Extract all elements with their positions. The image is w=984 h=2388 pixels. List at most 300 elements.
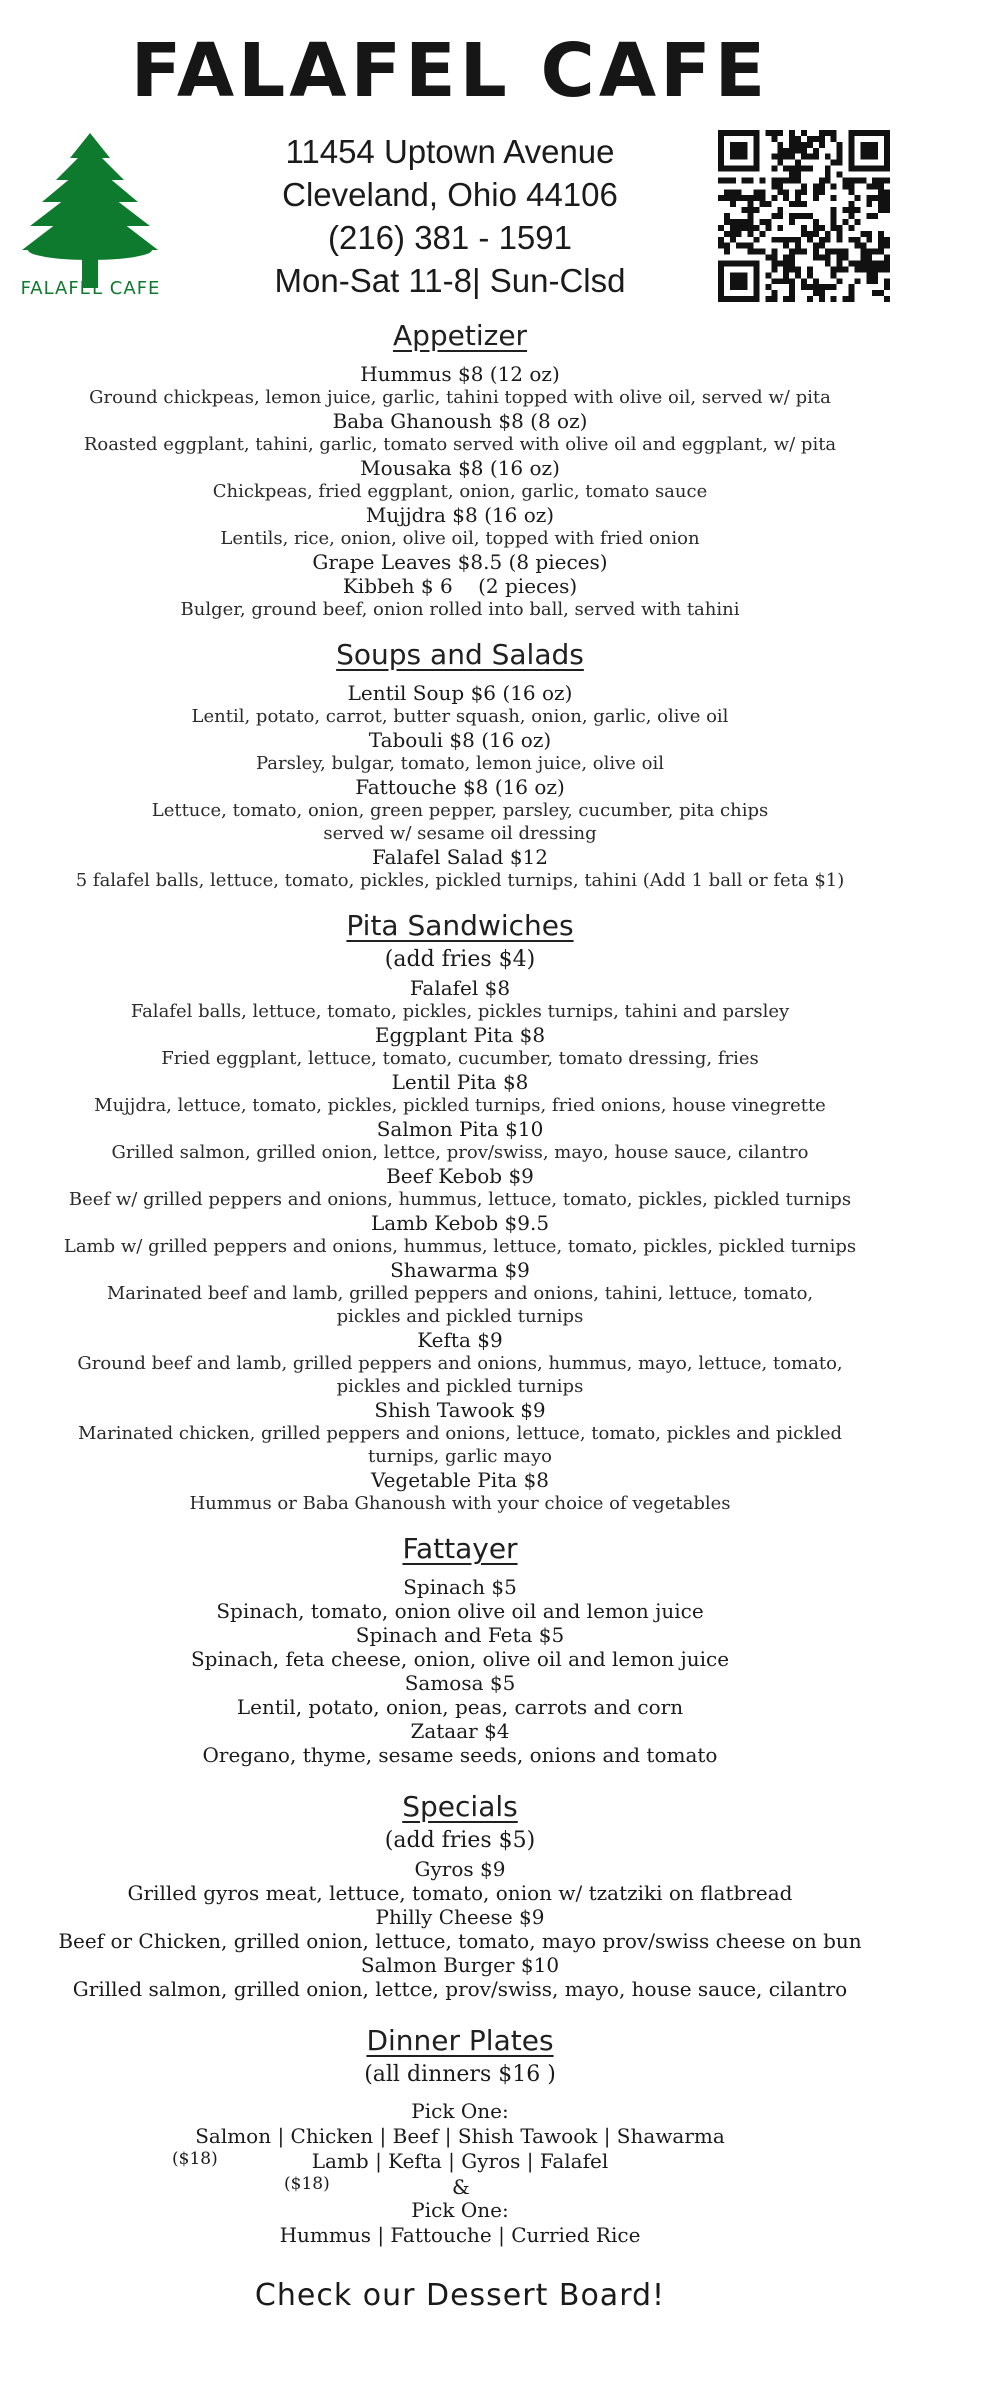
qr-module xyxy=(878,166,884,172)
menu-item-name: Shish Tawook $9 xyxy=(374,1398,546,1422)
menu-item-description: Hummus or Baba Ghanoush with your choice of vegetables xyxy=(189,1493,731,1514)
qr-module xyxy=(884,154,890,160)
qr-module xyxy=(730,154,736,160)
qr-module xyxy=(748,201,754,207)
qr-module xyxy=(771,154,777,160)
qr-module xyxy=(754,130,760,136)
qr-module xyxy=(837,278,843,284)
qr-module xyxy=(742,142,748,148)
qr-module xyxy=(860,266,866,272)
qr-module xyxy=(866,195,872,201)
qr-module xyxy=(789,266,795,272)
qr-module xyxy=(831,183,837,189)
section-note: (all dinners $16 ) xyxy=(364,2062,556,2087)
qr-module xyxy=(771,195,777,201)
qr-module xyxy=(724,130,730,136)
qr-module xyxy=(813,219,819,225)
qr-module xyxy=(748,130,754,136)
qr-module xyxy=(848,177,854,183)
qr-module xyxy=(825,237,831,243)
qr-module xyxy=(884,160,890,166)
qr-module xyxy=(789,148,795,154)
qr-module xyxy=(760,189,766,195)
qr-module xyxy=(724,296,730,302)
qr-module xyxy=(754,284,760,290)
qr-module xyxy=(813,183,819,189)
qr-module xyxy=(866,142,872,148)
qr-module xyxy=(801,154,807,160)
qr-module xyxy=(789,237,795,243)
qr-module xyxy=(730,189,736,195)
qr-module xyxy=(754,195,760,201)
qr-module xyxy=(765,201,771,207)
qr-module xyxy=(783,154,789,160)
qr-module xyxy=(765,130,771,136)
qr-module xyxy=(730,225,736,231)
qr-module xyxy=(866,231,872,237)
qr-module xyxy=(801,130,807,136)
qr-module xyxy=(730,201,736,207)
qr-module xyxy=(807,266,813,272)
qr-module xyxy=(848,296,854,302)
qr-module xyxy=(854,130,860,136)
menu-item-name: Falafel Salad $12 xyxy=(371,845,549,869)
qr-module xyxy=(777,160,783,166)
qr-module xyxy=(866,260,872,266)
qr-module xyxy=(884,166,890,172)
menu-item-description: Mujjdra, lettuce, tomato, pickles, pickled turnips, fried onions, house vinegrette xyxy=(94,1095,826,1116)
qr-module xyxy=(771,296,777,302)
qr-module xyxy=(848,136,854,142)
qr-module xyxy=(730,231,736,237)
qr-module xyxy=(848,207,854,213)
qr-module xyxy=(783,189,789,195)
menu-item-name: Gyros $9 xyxy=(414,1857,506,1881)
menu-item-description: turnips, garlic mayo xyxy=(368,1446,552,1467)
qr-module xyxy=(730,284,736,290)
qr-code-icon[interactable] xyxy=(718,130,890,302)
qr-module xyxy=(771,266,777,272)
qr-module xyxy=(789,142,795,148)
qr-module xyxy=(718,130,724,136)
qr-module xyxy=(872,195,878,201)
qr-module xyxy=(736,278,742,284)
qr-module xyxy=(860,249,866,255)
qr-module xyxy=(807,166,813,172)
menu-item-name: Lentil Soup $6 (16 oz) xyxy=(347,681,573,705)
menu-item-name: Tabouli $8 (16 oz) xyxy=(368,728,552,752)
phone-number: (216) 381 - 1591 xyxy=(327,219,572,256)
qr-module xyxy=(831,136,837,142)
dessert-board-note: Check our Dessert Board! xyxy=(254,2278,666,2313)
qr-module xyxy=(754,272,760,278)
qr-module xyxy=(789,154,795,160)
qr-module xyxy=(718,148,724,154)
qr-module xyxy=(777,130,783,136)
qr-module xyxy=(878,249,884,255)
qr-module xyxy=(848,189,854,195)
qr-module xyxy=(819,177,825,183)
qr-module xyxy=(801,284,807,290)
qr-module xyxy=(837,255,843,261)
qr-module xyxy=(854,166,860,172)
side-options-row: Hummus | Fattouche | Curried Rice xyxy=(279,2223,641,2247)
menu-item-name: Lentil Pita $8 xyxy=(391,1070,529,1094)
qr-module xyxy=(825,130,831,136)
qr-module xyxy=(736,231,742,237)
qr-module xyxy=(736,260,742,266)
qr-module xyxy=(754,225,760,231)
menu-item-description: Bulger, ground beef, onion rolled into ball, served with tahini xyxy=(180,599,740,620)
qr-module xyxy=(795,172,801,178)
qr-module xyxy=(884,189,890,195)
qr-module xyxy=(730,219,736,225)
qr-module xyxy=(777,207,783,213)
qr-module xyxy=(783,296,789,302)
qr-module xyxy=(872,213,878,219)
lamb-price-row xyxy=(0,2174,920,2198)
qr-module xyxy=(771,290,777,296)
qr-module xyxy=(724,260,730,266)
qr-module xyxy=(831,225,837,231)
qr-module xyxy=(848,290,854,296)
qr-module xyxy=(777,148,783,154)
qr-module xyxy=(872,177,878,183)
qr-module xyxy=(724,213,730,219)
qr-module xyxy=(831,195,837,201)
menu-item-description: pickles and pickled turnips xyxy=(336,1306,584,1327)
contact-block xyxy=(230,130,670,302)
qr-module xyxy=(777,154,783,160)
qr-module xyxy=(878,231,884,237)
qr-module xyxy=(724,177,730,183)
qr-module xyxy=(878,183,884,189)
qr-module xyxy=(843,255,849,261)
menu-item-name: Shawarma $9 xyxy=(390,1258,530,1282)
menu-item-name: Kibbeh $ 6 (2 pieces) xyxy=(342,574,578,598)
qr-module xyxy=(777,213,783,219)
menu-item-description: Lentil, potato, carrot, butter squash, onion, garlic, olive oil xyxy=(191,706,729,727)
menu-item-name: Grape Leaves $8.5 (8 pieces) xyxy=(312,550,608,574)
qr-module xyxy=(843,266,849,272)
qr-module xyxy=(771,177,777,183)
qr-module xyxy=(789,136,795,142)
qr-module xyxy=(807,231,813,237)
menu-item-description: Oregano, thyme, sesame seeds, onions and tomato xyxy=(202,1743,718,1767)
qr-module xyxy=(878,130,884,136)
qr-module xyxy=(872,266,878,272)
qr-module xyxy=(789,296,795,302)
qr-module xyxy=(748,231,754,237)
qr-module xyxy=(819,136,825,142)
qr-module xyxy=(724,249,730,255)
qr-module xyxy=(718,160,724,166)
menu-item-description: Ground beef and lamb, grilled peppers and onions, hummus, mayo, lettuce, tomato, xyxy=(77,1353,843,1374)
qr-module xyxy=(789,213,795,219)
qr-module xyxy=(771,278,777,284)
qr-module xyxy=(783,177,789,183)
qr-module xyxy=(837,260,843,266)
qr-module xyxy=(878,243,884,249)
qr-module xyxy=(872,249,878,255)
qr-module xyxy=(843,219,849,225)
qr-module xyxy=(789,130,795,136)
qr-module xyxy=(878,195,884,201)
qr-module xyxy=(872,142,878,148)
section-title-soups-salads: Soups and Salads xyxy=(336,638,584,671)
qr-module xyxy=(783,278,789,284)
qr-module xyxy=(789,201,795,207)
address-line-2: Cleveland, Ohio 44106 xyxy=(282,176,618,213)
qr-module xyxy=(795,142,801,148)
qr-module xyxy=(754,136,760,142)
menu-item-name: Mousaka $8 (16 oz) xyxy=(360,456,560,480)
qr-module xyxy=(831,266,837,272)
qr-module xyxy=(748,225,754,231)
qr-module xyxy=(884,243,890,249)
qr-module xyxy=(866,154,872,160)
qr-module xyxy=(736,154,742,160)
qr-module xyxy=(837,237,843,243)
qr-module xyxy=(718,284,724,290)
qr-module xyxy=(866,148,872,154)
qr-module xyxy=(718,177,724,183)
qr-module xyxy=(789,166,795,172)
qr-module xyxy=(878,260,884,266)
qr-module xyxy=(854,278,860,284)
section-title-appetizer: Appetizer xyxy=(392,319,528,352)
qr-module xyxy=(760,201,766,207)
menu-item-description: pickles and pickled turnips xyxy=(336,1376,584,1397)
qr-module xyxy=(837,160,843,166)
qr-module xyxy=(795,189,801,195)
qr-module xyxy=(831,296,837,302)
qr-module xyxy=(754,278,760,284)
qr-module xyxy=(813,290,819,296)
qr-module xyxy=(825,255,831,261)
menu-item-name: Salmon Pita $10 xyxy=(376,1117,544,1141)
qr-module xyxy=(754,296,760,302)
qr-module xyxy=(760,195,766,201)
qr-module xyxy=(795,201,801,207)
qr-module xyxy=(801,231,807,237)
qr-module xyxy=(884,201,890,207)
qr-module xyxy=(795,243,801,249)
menu-item-name: Fattouche $8 (16 oz) xyxy=(355,775,565,799)
qr-module xyxy=(724,195,730,201)
qr-module xyxy=(848,166,854,172)
qr-module xyxy=(825,231,831,237)
qr-module xyxy=(837,148,843,154)
protein-options-row-2: Lamb | Kefta | Gyros | Falafel xyxy=(311,2149,609,2173)
qr-module xyxy=(789,290,795,296)
qr-module xyxy=(754,154,760,160)
menu-item-description: Fried eggplant, lettuce, tomato, cucumber, tomato dressing, fries xyxy=(161,1048,759,1069)
qr-module xyxy=(860,231,866,237)
menu-item-name: Beef Kebob $9 xyxy=(386,1164,534,1188)
qr-module xyxy=(730,296,736,302)
qr-module xyxy=(795,213,801,219)
qr-module xyxy=(866,266,872,272)
qr-module xyxy=(843,207,849,213)
menu-item-description: Falafel balls, lettuce, tomato, pickles, pickles turnips, tahini and parsley xyxy=(130,1001,790,1022)
qr-module xyxy=(878,207,884,213)
ampersand: & xyxy=(452,2175,470,2199)
qr-module xyxy=(754,148,760,154)
menu-item-name: Mujjdra $8 (16 oz) xyxy=(365,503,555,527)
address-line-1: 11454 Uptown Avenue xyxy=(285,133,615,170)
qr-module xyxy=(801,183,807,189)
menu-item-name: Lamb Kebob $9.5 xyxy=(370,1211,550,1235)
logo-caption: FALAFEL CAFE xyxy=(20,278,161,299)
qr-module xyxy=(819,290,825,296)
qr-module xyxy=(843,183,849,189)
salmon-price: ($18) xyxy=(172,2149,218,2169)
menu-item-name: Spinach $5 xyxy=(403,1575,517,1599)
qr-module xyxy=(854,260,860,266)
qr-module xyxy=(777,260,783,266)
qr-module xyxy=(884,284,890,290)
menu-item-description: Spinach, tomato, onion olive oil and lemon juice xyxy=(216,1599,704,1623)
qr-module xyxy=(748,260,754,266)
qr-module xyxy=(795,195,801,201)
qr-module xyxy=(801,142,807,148)
menu-item-name: Kefta $9 xyxy=(417,1328,503,1352)
qr-module xyxy=(843,296,849,302)
qr-module xyxy=(819,237,825,243)
qr-module xyxy=(866,278,872,284)
qr-module xyxy=(718,278,724,284)
qr-module xyxy=(736,243,742,249)
qr-module xyxy=(825,284,831,290)
qr-module xyxy=(730,195,736,201)
qr-module xyxy=(831,213,837,219)
qr-module xyxy=(878,266,884,272)
menu-item-description: served w/ sesame oil dressing xyxy=(323,823,597,844)
qr-module xyxy=(866,213,872,219)
qr-module xyxy=(848,284,854,290)
qr-module xyxy=(748,296,754,302)
qr-module xyxy=(754,207,760,213)
qr-module xyxy=(884,278,890,284)
qr-module xyxy=(872,290,878,296)
qr-module xyxy=(736,219,742,225)
qr-module xyxy=(795,160,801,166)
qr-module xyxy=(736,142,742,148)
qr-module xyxy=(718,195,724,201)
qr-module xyxy=(718,296,724,302)
qr-module xyxy=(771,249,777,255)
qr-module xyxy=(837,266,843,272)
qr-module xyxy=(748,207,754,213)
qr-module xyxy=(777,183,783,189)
qr-module xyxy=(843,177,849,183)
menu-item-description: Spinach, feta cheese, onion, olive oil and lemon juice xyxy=(190,1647,730,1671)
qr-module xyxy=(819,189,825,195)
qr-module xyxy=(754,160,760,166)
qr-module xyxy=(801,225,807,231)
qr-module xyxy=(795,237,801,243)
qr-module xyxy=(854,195,860,201)
qr-module xyxy=(807,237,813,243)
qr-module xyxy=(854,207,860,213)
qr-module xyxy=(866,255,872,261)
qr-module xyxy=(813,195,819,201)
menu-item-description: Lamb w/ grilled peppers and onions, hummus, lettuce, tomato, pickles, pickled turnips xyxy=(63,1236,857,1257)
qr-module xyxy=(736,284,742,290)
qr-module xyxy=(754,189,760,195)
qr-module xyxy=(760,249,766,255)
qr-module xyxy=(724,243,730,249)
qr-module xyxy=(736,225,742,231)
qr-module xyxy=(795,166,801,172)
qr-module xyxy=(860,177,866,183)
qr-module xyxy=(884,142,890,148)
menu-item-description: Grilled salmon, grilled onion, lettce, prov/swiss, mayo, house sauce, cilantro xyxy=(72,1977,848,2001)
menu-item-description: Chickpeas, fried eggplant, onion, garlic, tomato sauce xyxy=(212,481,708,502)
qr-module xyxy=(872,183,878,189)
qr-module xyxy=(884,130,890,136)
qr-module xyxy=(819,130,825,136)
qr-module xyxy=(837,154,843,160)
qr-module xyxy=(742,148,748,154)
qr-module xyxy=(795,272,801,278)
qr-module xyxy=(783,237,789,243)
qr-module xyxy=(736,166,742,172)
qr-module xyxy=(872,260,878,266)
section-note: (add fries $5) xyxy=(384,1828,536,1853)
qr-module xyxy=(760,219,766,225)
qr-module xyxy=(724,166,730,172)
qr-module xyxy=(801,166,807,172)
qr-module xyxy=(795,136,801,142)
qr-module xyxy=(854,243,860,249)
qr-module xyxy=(819,296,825,302)
qr-module xyxy=(825,154,831,160)
qr-module xyxy=(783,260,789,266)
qr-module xyxy=(854,266,860,272)
qr-module xyxy=(789,260,795,266)
qr-module xyxy=(771,183,777,189)
qr-module xyxy=(789,255,795,261)
qr-module xyxy=(866,183,872,189)
qr-module xyxy=(819,225,825,231)
qr-module xyxy=(807,213,813,219)
qr-module xyxy=(754,166,760,172)
qr-module xyxy=(813,189,819,195)
qr-module xyxy=(789,284,795,290)
qr-module xyxy=(866,166,872,172)
menu-item-description: Marinated beef and lamb, grilled peppers and onions, tahini, lettuce, tomato, xyxy=(106,1283,814,1304)
qr-module xyxy=(866,237,872,243)
qr-module xyxy=(718,225,724,231)
qr-module xyxy=(795,148,801,154)
qr-module xyxy=(807,154,813,160)
qr-module xyxy=(724,231,730,237)
qr-module xyxy=(742,284,748,290)
menu-item-name: Zataar $4 xyxy=(410,1719,510,1743)
qr-module xyxy=(736,195,742,201)
protein-options-row-1: Salmon | Chicken | Beef | Shish Tawook | Shawarma xyxy=(195,2124,725,2148)
qr-module xyxy=(813,255,819,261)
qr-module xyxy=(854,237,860,243)
qr-module xyxy=(742,296,748,302)
qr-module xyxy=(777,237,783,243)
qr-module xyxy=(765,219,771,225)
qr-module xyxy=(730,272,736,278)
qr-module xyxy=(742,177,748,183)
menu-item-description: Marinated chicken, grilled peppers and onions, lettuce, tomato, pickles and pickled xyxy=(77,1423,843,1444)
